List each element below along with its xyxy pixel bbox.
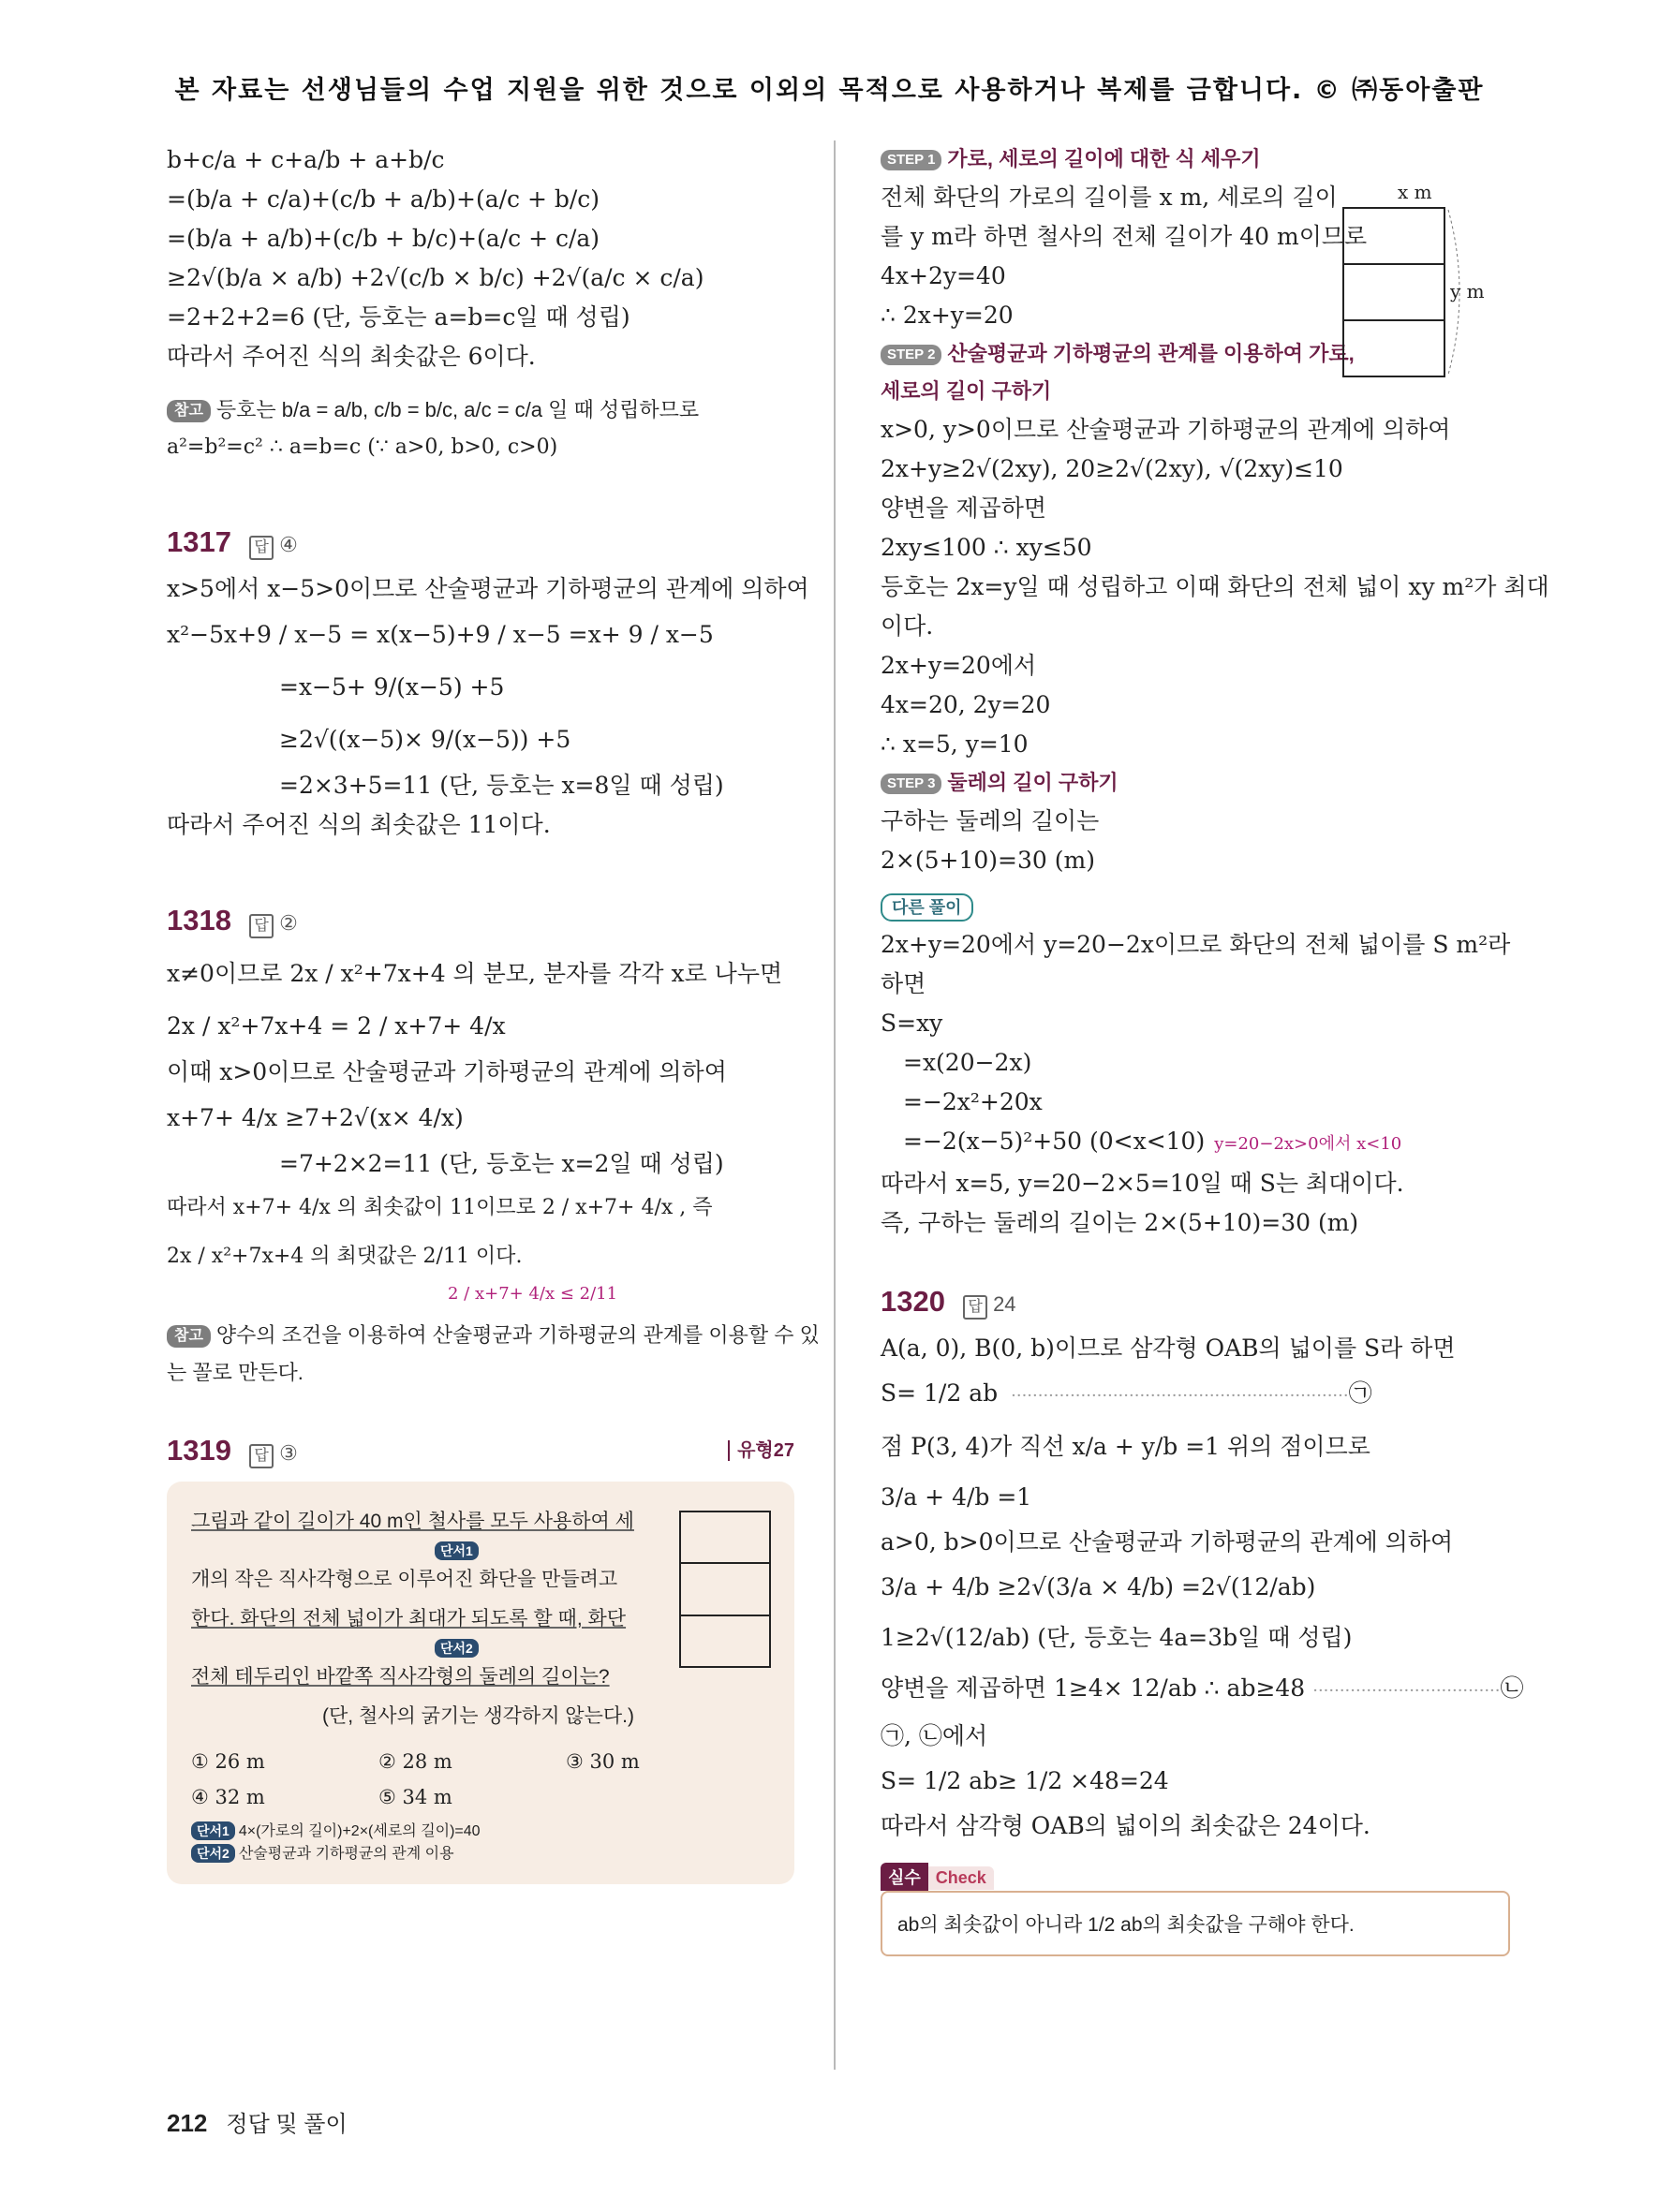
step-badge: STEP 3: [881, 774, 941, 794]
problem-header-1319: [167, 1429, 794, 1472]
solution-line: 2x+y=20에서 y=20−2x이므로 화단의 전체 넓이를 S m²라: [881, 931, 1511, 958]
reference-text: a²=b²=c² ∴ a=b=c (∵ a>0, b>0, c>0): [167, 435, 558, 459]
problem-number: 1320: [881, 1285, 945, 1318]
step-title: STEP 1 가로, 세로의 길이에 대한 식 세우기: [881, 140, 1510, 178]
solution-line: 이때 x>0이므로 산술평균과 기하평균의 관계에 의하여: [167, 1058, 727, 1085]
option[interactable]: ② 28 m: [378, 1750, 452, 1773]
side-annotation: y=20−2x>0에서 x<10: [1214, 1134, 1402, 1154]
solution-line: 양변을 제곱하면: [881, 494, 1046, 522]
alternative-solution-tag: 다른 풀이: [881, 893, 973, 922]
problem-text: 그림과 같이 길이가 40 m인 철사를 모두 사용하여 세: [191, 1511, 634, 1532]
solution-line: 따라서 x+7+ 4/x 의 최솟값이 11이므로 2 / x+7+ 4/x , 즉: [167, 1196, 713, 1219]
solution-line: =(b/a + a/b)+(c/b + b/c)+(a/c + c/a): [167, 225, 600, 252]
answer-value: ②: [279, 911, 298, 935]
solution-line: x>5에서 x−5>0이므로 산술평균과 기하평균의 관계에 의하여: [167, 575, 809, 602]
reference-badge: 참고: [167, 1325, 211, 1348]
solution-line: x+7+ 4/x ≥7+2√(x× 4/x): [167, 1104, 464, 1131]
solution-line: =7+2×2=11 (단, 등호는 x=2일 때 성립): [279, 1150, 724, 1177]
left-column: [167, 140, 820, 1884]
page-number: 212: [167, 2109, 208, 2137]
reference-text: 는 꼴로 만든다.: [167, 1361, 304, 1384]
option[interactable]: ① 26 m: [191, 1750, 265, 1773]
solution-line: 따라서 삼각형 OAB의 넓이의 최솟값은 24이다.: [881, 1812, 1370, 1839]
solution-line: =−2(x−5)²+50 (0<x<10) y=20−2x>0에서 x<10: [903, 1128, 1402, 1155]
page-footer: [167, 2105, 348, 2138]
problem-header-1320: [881, 1280, 1510, 1323]
problem-number: 1319: [167, 1434, 231, 1467]
hint-text: 산술평균과 기하평균의 관계 이용: [238, 1846, 454, 1862]
solution-line: =2+2+2=6 (단, 등호는 a=b=c일 때 성립): [167, 303, 630, 331]
solution-line: a>0, b>0이므로 산술평균과 기하평균의 관계에 의하여: [881, 1528, 1454, 1556]
solution-line: 즉, 구하는 둘레의 길이는 2×(5+10)=30 (m): [881, 1209, 1359, 1236]
solution-line: =2×3+5=11 (단, 등호는 x=8일 때 성립): [279, 772, 724, 799]
option[interactable]: ③ 30 m: [566, 1750, 640, 1773]
problem-type-label: 유형27: [728, 1440, 794, 1461]
garden-figure: [1340, 180, 1485, 382]
solution-line: S= 1/2 ab ·······························································㉠: [881, 1379, 1372, 1407]
solution-line: 4x+2y=40: [881, 262, 1006, 289]
reference-note: [167, 1317, 820, 1354]
step-title: STEP 3 둘레의 길이 구하기: [881, 764, 1510, 802]
answer-tag: 답: [249, 1444, 274, 1468]
reference-text: 양수의 조건을 이용하여 산술평균과 기하평균의 관계를 이용할 수 있: [215, 1323, 820, 1347]
solution-line: 2x+y≥2√(2xy), 20≥2√(2xy), √(2xy)≤10: [881, 455, 1343, 482]
answer-value: ④: [279, 533, 298, 556]
option[interactable]: ⑤ 34 m: [378, 1786, 452, 1808]
hint-badge: 단서1: [191, 1821, 235, 1840]
reference-note: [167, 391, 794, 429]
solution-line: 2x+y=20에서: [881, 652, 1037, 679]
solution-line: =(b/a + c/a)+(c/b + a/b)+(a/c + b/c): [167, 185, 600, 213]
solution-line: 따라서 주어진 식의 최솟값은 6이다.: [167, 343, 536, 370]
solution-line: x>0, y>0이므로 산술평균과 기하평균의 관계에 의하여: [881, 416, 1451, 443]
clue-badge: 단서1: [435, 1541, 479, 1560]
hint-badge: 단서2: [191, 1844, 235, 1863]
solution-line: 점 P(3, 4)가 직선 x/a + y/b =1 위의 점이므로: [881, 1433, 1370, 1460]
problem-header-1318: [167, 899, 794, 942]
solution-line: 전체 화단의 가로의 길이를 x m, 세로의 길이: [881, 184, 1338, 211]
solution-line: 2x / x²+7x+4 의 최댓값은 2/11 이다.: [167, 1245, 523, 1268]
problem-number: 1317: [167, 525, 231, 558]
footer-title: 정답 및 풀이: [226, 2112, 348, 2137]
answer-options: [191, 1744, 770, 1815]
solution-line: ㉠, ㉡에서: [881, 1722, 988, 1749]
answer-tag: 답: [249, 914, 274, 938]
solution-line: 3/a + 4/b =1: [881, 1483, 1032, 1511]
answer: [249, 533, 298, 556]
answer: [963, 1292, 1015, 1316]
solution-line: b+c/a + c+a/b + a+b/c: [167, 146, 445, 173]
solution-line: 4x=20, 2y=20: [881, 691, 1051, 718]
garden-figure: [678, 1510, 772, 1669]
solution-line: 1≥2√(12/ab) (단, 등호는 4a=3b일 때 성립): [881, 1624, 1353, 1651]
check-tag: Check: [928, 1866, 994, 1890]
reference-badge: 참고: [167, 400, 211, 422]
answer-tag: 답: [963, 1295, 987, 1320]
y-label: y m: [1450, 280, 1485, 302]
answer-tag: 답: [249, 536, 274, 560]
solution-line: S= 1/2 ab≥ 1/2 ×48=24: [881, 1767, 1169, 1794]
answer: [249, 1441, 298, 1465]
problem-text: 전체 테두리인 바깥쪽 직사각형의 둘레의 길이는?: [191, 1666, 610, 1688]
step-badge: STEP 1: [881, 150, 941, 170]
solution-line: 등호는 2x=y일 때 성립하고 이때 화단의 전체 넓이 xy m²가 최대: [881, 573, 1549, 600]
solution-line: S=xy: [881, 1010, 943, 1037]
problem-box: [167, 1482, 794, 1884]
solution-line: 3/a + 4/b ≥2√(3/a × 4/b) =2√(12/ab): [881, 1573, 1316, 1600]
solution-line: =x−5+ 9/(x−5) +5: [279, 673, 505, 700]
side-annotation: 2 / x+7+ 4/x ≤ 2/11: [448, 1284, 618, 1304]
clue-badge: 단서2: [435, 1639, 479, 1658]
mistake-check-box: [881, 1863, 1510, 1956]
equation-marker: ㉠: [1348, 1379, 1372, 1407]
problem-text: 개의 작은 직사각형으로 이루어진 화단을 만들려고: [191, 1569, 618, 1590]
hint-text: 4×(가로의 길이)+2×(세로의 길이)=40: [238, 1823, 481, 1839]
solution-line: 양변을 제곱하면 1≥4× 12/ab ∴ ab≥48 ···································㉡: [881, 1674, 1524, 1702]
solution-line: ≥2√(b/a × a/b) +2√(c/b × b/c) +2√(a/c × c/a): [167, 264, 704, 291]
solution-line: ∴ x=5, y=10: [881, 730, 1029, 758]
step-title: 세로의 길이 구하기: [881, 379, 1052, 403]
hints: [191, 1821, 770, 1865]
option[interactable]: ④ 32 m: [191, 1786, 265, 1808]
reference-text: 등호는 b/a = a/b, c/b = b/c, a/c = c/a 일 때 성립하므로: [215, 398, 700, 421]
solution-line: 를 y m라 하면 철사의 전체 길이가 40 m이므로: [881, 223, 1368, 250]
answer: [249, 911, 298, 935]
solution-line: x≠0이므로 2x / x²+7x+4 의 분모, 분자를 각각 x로 나누면: [167, 960, 783, 987]
solution-line: =−2x²+20x: [903, 1088, 1043, 1115]
solution-line: ∴ 2x+y=20: [881, 302, 1014, 329]
solution-line: 따라서 주어진 식의 최솟값은 11이다.: [167, 811, 551, 838]
solution-line: 2×(5+10)=30 (m): [881, 847, 1095, 874]
step-badge: STEP 2: [881, 345, 941, 365]
copyright-header: 본 자료는 선생님들의 수업 지원을 위한 것으로 이외의 목적으로 사용하거나 복제를 금합니다. © ㈜동아출판: [174, 76, 1485, 105]
step-title: STEP 2 산술평균과 기하평균의 관계를 이용하여 가로,: [881, 335, 1510, 373]
x-label: x m: [1398, 181, 1432, 203]
problem-text: 한다. 화단의 전체 넓이가 최대가 되도록 할 때, 화단: [191, 1608, 627, 1630]
solution-line: ≥2√((x−5)× 9/(x−5)) +5: [279, 726, 571, 753]
solution-line: 구하는 둘레의 길이는: [881, 807, 1100, 834]
answer-value: ③: [279, 1441, 298, 1465]
solution-line: 2x / x²+7x+4 = 2 / x+7+ 4/x: [167, 1012, 506, 1040]
solution-line: x²−5x+9 / x−5 = x(x−5)+9 / x−5 =x+ 9 / x−5: [167, 621, 714, 648]
check-tag: 실수: [881, 1863, 928, 1891]
solution-line: 따라서 x=5, y=20−2×5=10일 때 S는 최대이다.: [881, 1170, 1404, 1197]
problem-number: 1318: [167, 904, 231, 936]
check-text: ab의 최솟값이 아니라 1/2 ab의 최솟값을 구해야 한다.: [881, 1891, 1510, 1956]
equation-marker: ㉡: [1500, 1674, 1524, 1702]
answer-value: 24: [993, 1292, 1016, 1316]
solution-line: A(a, 0), B(0, b)이므로 삼각형 OAB의 넓이를 S라 하면: [881, 1335, 1456, 1362]
problem-text: (단, 철사의 굵기는 생각하지 않는다.): [322, 1705, 634, 1727]
column-divider: [834, 140, 836, 2070]
solution-line: 이다.: [881, 612, 934, 640]
problem-header-1317: [167, 521, 794, 564]
right-column: [881, 140, 1549, 1956]
solution-line: 2xy≤100 ∴ xy≤50: [881, 534, 1092, 561]
solution-line: =x(20−2x): [903, 1049, 1032, 1076]
solution-line: 하면: [881, 970, 926, 997]
